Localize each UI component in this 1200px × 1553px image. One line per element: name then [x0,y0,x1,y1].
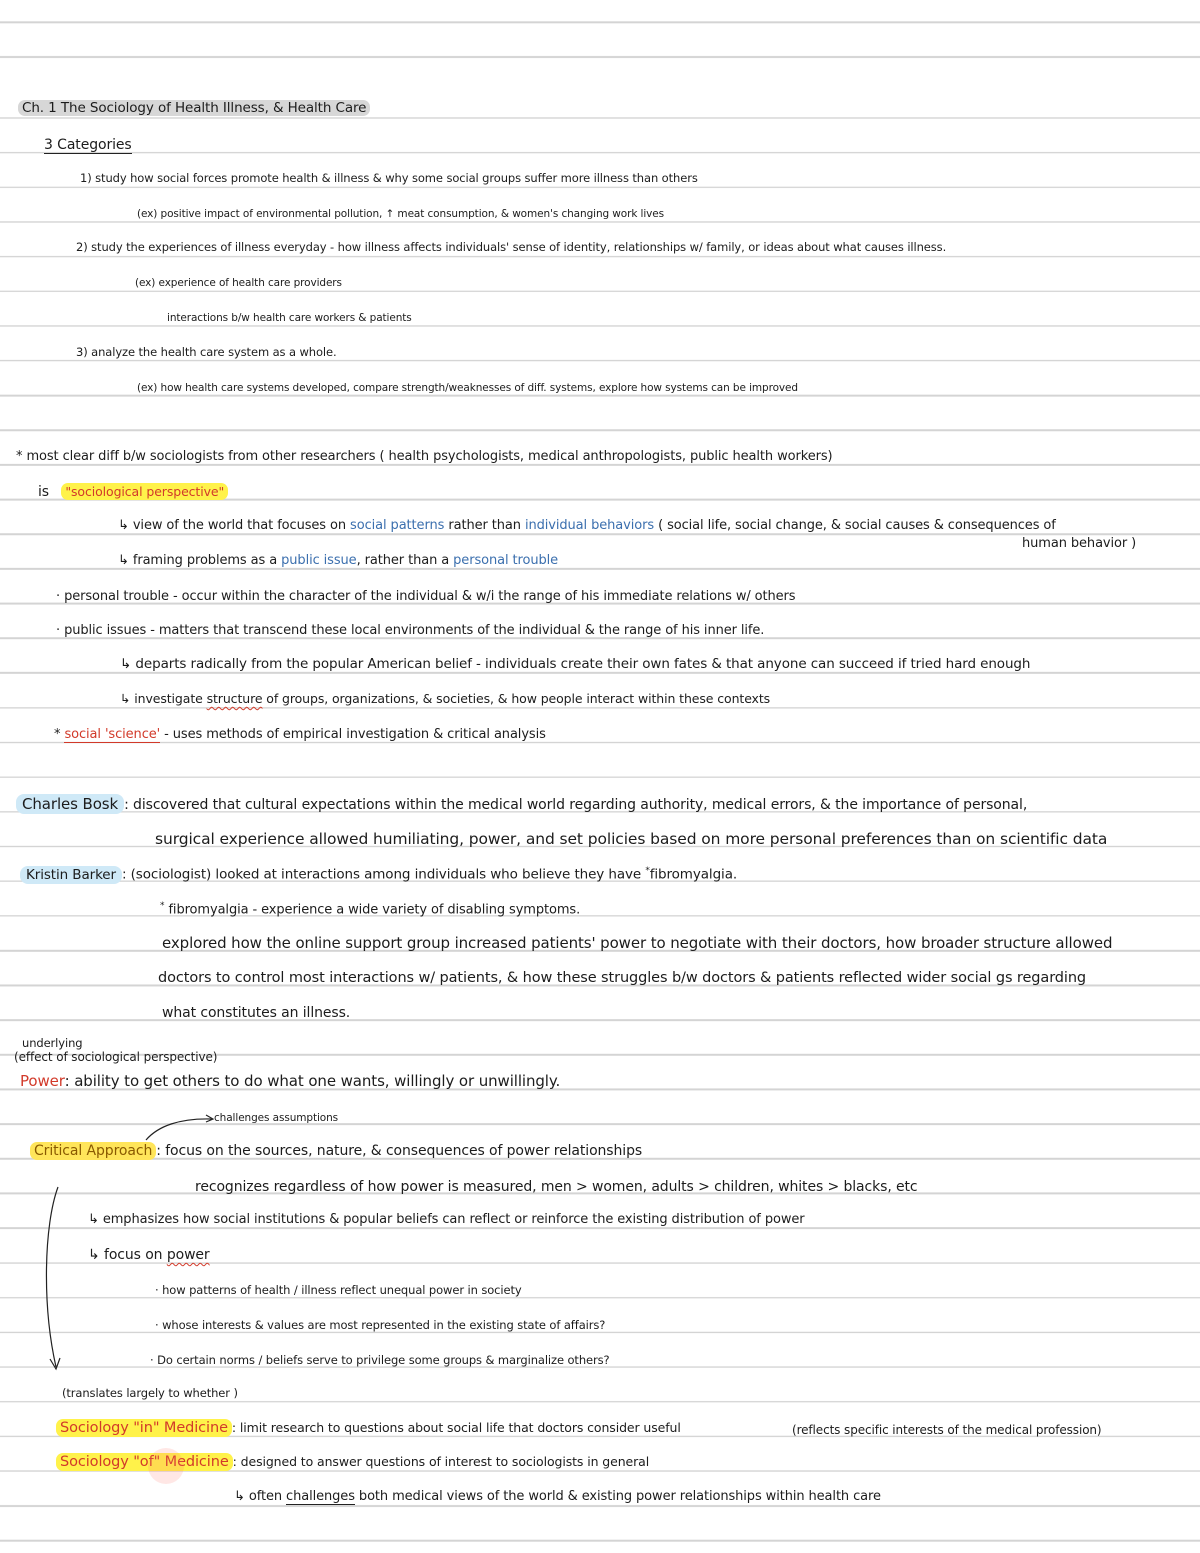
critical-question-1: · how patterns of health / illness reflect unequal power in society [155,1283,522,1297]
category-2-example-sub: interactions b/w health care workers & patients [167,312,412,324]
bullet-text: view of the world that focuses on [132,518,346,533]
perspective-term-line [38,485,228,499]
perspective-bullet-1 [118,519,1056,532]
sociology-in-medicine-note: (reflects specific interests of the medical profession) [792,1423,1102,1437]
power-word: power [166,1247,210,1263]
critical-approach-def: : focus on the sources, nature, & consequences of power relationships [156,1143,643,1159]
barker-line-1 [20,867,737,882]
barker-text: : (sociologist) looked at interactions among individuals who believe they have [121,866,642,883]
public-issue-term: public issue [281,553,357,568]
structure-word: structure [206,691,263,706]
sociology-of-medicine-bullet [234,1490,881,1503]
sub-arrow-icon: ↳ [118,553,129,568]
social-patterns-term: social patterns [350,518,445,533]
challenges-word: challenges [286,1489,355,1504]
sub-arrow-icon: ↳ [88,1212,99,1227]
footnote-star: * [160,901,165,911]
bullet-text: often [248,1489,282,1504]
charles-bosk-name: Charles Bosk [16,794,124,814]
sociology-in-medicine-term: Sociology "in" Medicine [56,1419,232,1437]
barker-line-2: explored how the online support group increased patients' power to negotiate with their doctors, how broader structure allowed [162,934,1113,952]
barker-line-4: what constitutes an illness. [162,1005,351,1021]
star-marker: * [16,449,23,464]
bullet-text: framing problems as a [132,553,278,568]
power-line [20,1074,560,1089]
bracket-arrow-icon [34,1185,74,1385]
sociology-in-medicine-line [56,1421,681,1436]
perspective-intro [16,450,832,463]
power-def: : ability to get others to do what one wants, willingly or unwillingly. [64,1072,561,1090]
bullet-text: , rather than a [356,553,450,568]
sociology-in-medicine-def: : limit research to questions about social life that doctors consider useful [231,1420,681,1435]
social-science-term: social 'science' [64,727,161,742]
sub-arrow-icon: ↳ [118,518,129,533]
bosk-line-2: surgical experience allowed humiliating, power, and set policies based on more personal preferences than on scientific data [155,830,1108,848]
translates-note: (translates largely to whether ) [62,1386,238,1400]
perspective-bullet-1-cont: human behavior ) [1022,536,1137,551]
category-1: 1) study how social forces promote health & illness & why some social groups suffer more illness than others [80,171,698,185]
sociology-of-medicine-line [56,1455,649,1470]
social-science-def: - uses methods of empirical investigation & critical analysis [164,727,546,742]
title-text: Ch. 1 The Sociology of Health Illness, & Health Care [18,100,370,116]
categories-heading-text: 3 Categories [44,137,132,153]
challenges-annotation: challenges assumptions [214,1112,339,1124]
sub-arrow-icon: ↳ [120,691,131,706]
bullet-text: ( social life, social change, & social causes & consequences of [658,518,1056,533]
category-3-example: (ex) how health care systems developed, compare strength/weaknesses of diff. systems, explore how systems can be improved [137,382,798,394]
bullet-text: rather than [448,518,521,533]
footnote-star: * [645,866,650,876]
bullet-text: investigate [134,691,203,706]
category-2-example: (ex) experience of health care providers [135,277,342,289]
perspective-bullet-4 [120,693,770,706]
critical-approach-line [30,1144,642,1158]
sub-arrow-icon: ↳ [120,656,132,672]
bullet-text: of groups, organizations, & societies, & how people interact within these contexts [266,691,771,706]
star-marker: * [54,727,61,742]
perspective-intro-text: most clear diff b/w sociologists from other researchers ( health psychologists, medical anthropologists, public health workers) [26,449,833,464]
kristin-barker-name: Kristin Barker [20,866,122,884]
barker-line-3: doctors to control most interactions w/ patients, & how these struggles b/w doctors & patients reflected wider social gs regarding [158,970,1087,986]
categories-heading [44,138,132,152]
bullet-text: emphasizes how social institutions & popular beliefs can reflect or reinforce the existing distribution of power [102,1212,805,1227]
effect-note: (effect of sociological perspective) [14,1050,218,1064]
sub-arrow-icon: ↳ [234,1489,245,1504]
category-1-example: (ex) positive impact of environmental pollution, ↑ meat consumption, & women's changing work lives [137,208,665,220]
sociology-of-medicine-term: Sociology "of" Medicine [56,1453,233,1471]
bullet-text: both medical views of the world & existing power relationships within health care [358,1489,881,1504]
bosk-line-1 [16,797,1027,812]
is-word: is [38,484,49,500]
perspective-bullet-3 [120,658,1030,672]
critical-bullet-1 [88,1213,805,1226]
category-3: 3) analyze the health care system as a whole. [76,345,337,359]
fibromyalgia-def [160,902,580,916]
critical-question-3: · Do certain norms / beliefs serve to privilege some groups & marginalize others? [150,1353,610,1367]
personal-trouble-term: personal trouble [453,553,559,568]
sub-arrow-icon: ↳ [88,1247,100,1263]
personal-trouble-def: · personal trouble - occur within the character of the individual & w/i the range of his immediate relations w/ others [56,589,796,604]
page-title [18,102,370,116]
fibromyalgia-text: fibromyalgia - experience a wide variety of disabling symptoms. [168,902,581,918]
critical-approach-term: Critical Approach [30,1142,156,1160]
social-science-line [54,728,546,741]
individual-behaviors-term: individual behaviors [524,518,655,533]
sociological-perspective-term: "sociological perspective" [61,483,228,500]
bullet-text: focus on [104,1247,163,1263]
public-issues-def: · public issues - matters that transcend these local environments of the individual & the range of his inner life. [56,623,765,638]
critical-bullet-2 [88,1248,210,1262]
category-2: 2) study the experiences of illness everyday - how illness affects individuals' sense of identity, relationships w/ family, or ideas about what causes illness. [76,240,947,254]
barker-text: fibromyalgia. [649,866,738,883]
bosk-text: : discovered that cultural expectations within the medical world regarding authority, medical errors, & the importance of personal, [124,797,1028,813]
critical-question-2: · whose interests & values are most represented in the existing state of affairs? [155,1318,606,1332]
perspective-bullet-2 [118,554,558,567]
power-term: Power [20,1072,65,1090]
sociology-of-medicine-def: : designed to answer questions of interest to sociologists in general [232,1454,650,1469]
recognizes-line: recognizes regardless of how power is measured, men > women, adults > children, whites > blacks, etc [195,1179,918,1195]
highlight-smudge [148,1448,184,1484]
underlying-note: underlying [22,1036,83,1050]
bullet-text: departs radically from the popular American belief - individuals create their own fates & that anyone can succeed if tried hard enough [135,656,1031,672]
